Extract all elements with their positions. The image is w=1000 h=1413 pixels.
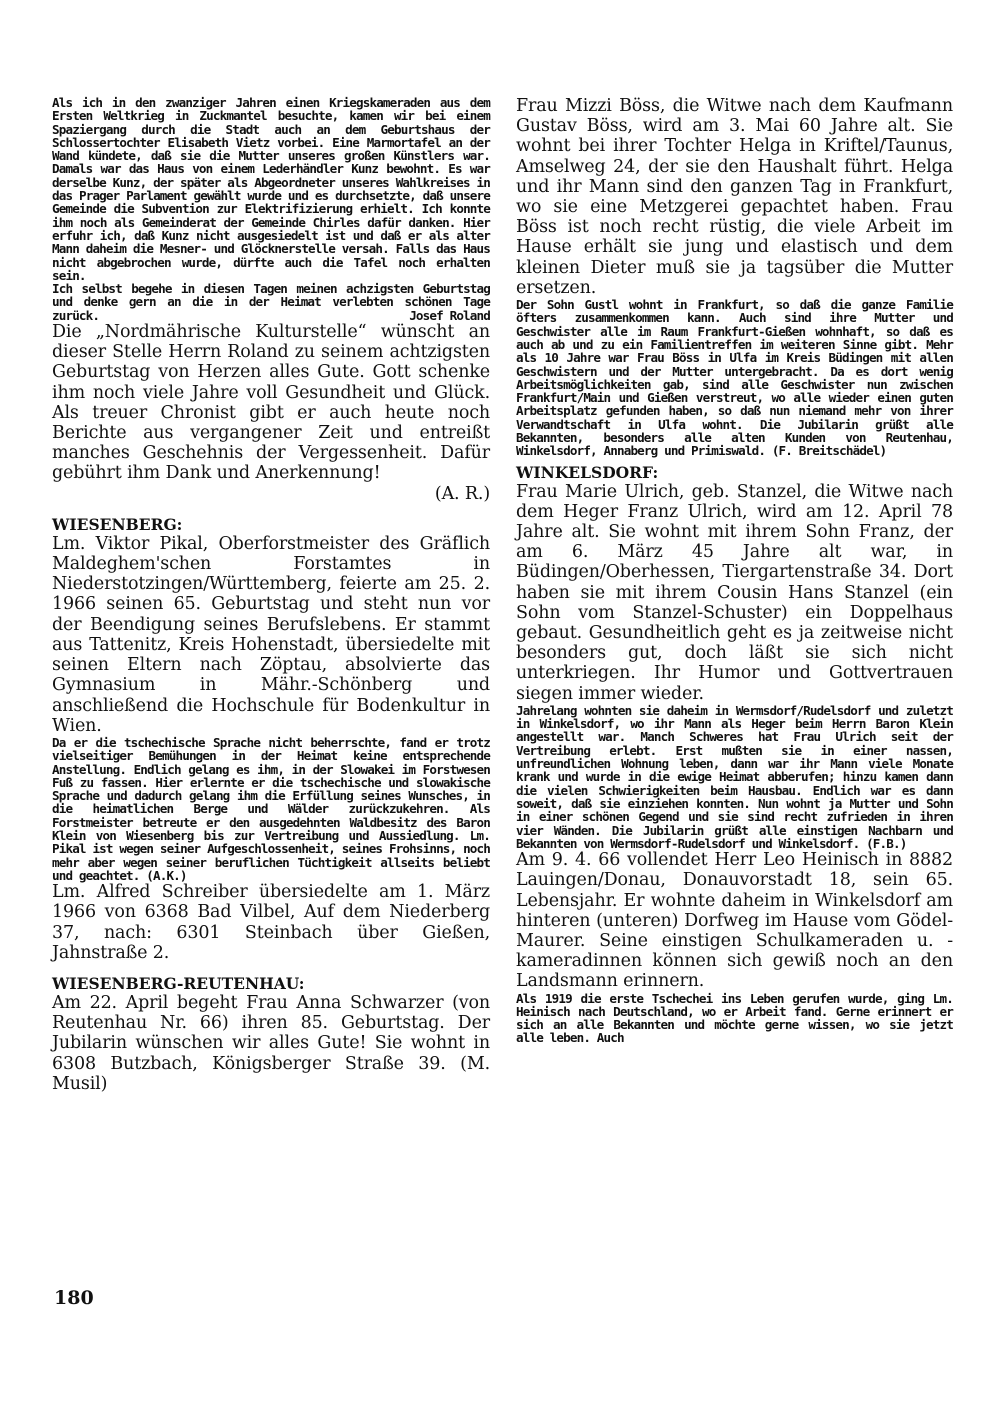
paragraph-ulrich: Frau Marie Ulrich, geb. Stanzel, die Witwe nach dem Heger Franz Ulrich, wird am 12. April 78 Jahre alt. Sie wohnt mit ihrem Sohn Franz, der am 6. März 45 Jahre alt war, in Büdingen/Oberhessen, Tiergartenstraße 34. Dort haben sie mit ihrem Cousin Hans Stanzel (ein Sohn vom Stanzel-Schuster) ein Doppelhaus gebaut. Gesundheitlich geht es ja zeitweise nicht besonders gut, doch läßt sie sich nicht unterkriegen. Ihr Humor und Gottvertrauen siegen immer wieder.	[516, 481, 953, 704]
paragraph-kulturstelle: Die „Nordmährische Kulturstelle“ wünscht an dieser Stelle Herrn Roland zu seinem achtzigsten Geburtstag von Herzen alles Gute. Gott schenke ihm noch viele Jahre voll Gesundheit und Glück. Als treuer Chronist gibt er auch heute noch Berichte aus vergangener Zeit und entreißt manches Geschehnis der Vergessenheit. Dafür gebührt ihm Dank und Anerkennung!	[52, 322, 490, 484]
paragraph-kriegskamerad: Als ich in den zwanziger Jahren einen Kriegskameraden aus dem Ersten Weltkrieg in Zuckmantel besuchte, kamen wir bei einem Spaziergang durch die Stadt auch an dem Geburtshaus der Schlossertochter Elisabeth Vietz vorbei. Eine Marmortafel an der Wand kündete, daß sie die Mutter unseres großen Künstlers war. Damals war das Haus von einem Lederhändler Kunz bewohnt. Es war derselbe Kunz, der später als Abgeordneter unseres Wahlkreises in das Prager Parlament gewählt wurde und es durchsetzte, daß unsere Gemeinde die Subvention zur Elektrifizierung erhielt. Ich konnte ihm noch als Gemeinderat der Gemeinde Chirles dafür danken. Hier erfuhr ich, daß Kunz nicht ausgesiedelt ist und daß er als alter Mann daheim die Mesner- und Glöcknerstelle versah. Falls das Haus nicht abgebrochen wurde, dürfte auch die Tafel noch erhalten sein.	[52, 95, 490, 283]
paragraph-geburtstag-roland	[52, 282, 490, 322]
right-column	[516, 96, 953, 1045]
paragraph-ulrich-detail: Jahrelang wohnten sie daheim in Wermsdorf/Rudelsdorf und zuletzt in Winkelsdorf, wo ihr Mann als Heger beim Herrn Baron Klein angestellt war. Manch Schweres hat Frau Ulrich seit der Vertreibung erlebt. Erst mußten sie in einer nassen, unfreundlichen Wohnung leben, dann war ihr Mann viele Monate krank und wurde in die ewige Heimat abberufen; hinzu kamen dann die vielen Schwierigkeiten beim Hausbau. Endlich war es dann soweit, daß sie einziehen konnten. Nun wohnt ja Mutter und Sohn in einer schönen Gegend und sie sind recht zufrieden in ihren vier Wänden. Die Jubilarin grüßt alle einstigen Nachbarn und Bekannten von Wermsdorf-Rudelsdorf und Winkelsdorf. (F.B.)	[516, 702, 953, 851]
page-number: 180	[54, 1287, 94, 1309]
paragraph-boess: Frau Mizzi Böss, die Witwe nach dem Kaufmann Gustav Böss, wird am 3. Mai 60 Jahre alt. Sie wohnt bei ihrer Tochter Helga in Kriftel/Taunus, Amselweg 24, der sie den Haushalt führt. Helga und ihr Mann sind den ganzen Tag in Frankfurt, wo sie eine Metzgerei gepachtet haben. Frau Böss ist noch recht rüstig, die viele Arbeit im Hause erhält sie jung und elastisch und dem kleinen Dieter muß sie ja tagsüber die Mutter ersetzen.	[516, 96, 953, 298]
paragraph-pikal: Lm. Viktor Pikal, Oberforstmeister des Gräflich Maldeghem'schen Forstamtes in Niederstotzingen/Württemberg, feierte am 25. 2. 1966 seinen 65. Geburtstag und steht nun vor der Beendigung seines Berufslebens. Er stammt aus Tattenitz, Kreis Hohenstadt, übersiedelte mit seinen Eltern nach Zöptau, absolvierte das Gymnasium in Mähr.-Schönberg und anschließend die Hochschule für Bodenkultur in Wien.	[52, 533, 490, 736]
heading-wiesenberg-reutenhau: WIESENBERG-REUTENHAU:	[52, 973, 305, 993]
signature-josef-roland: Josef Roland	[409, 307, 490, 323]
signature-ar: (A. R.)	[434, 483, 490, 504]
paragraph-heinisch: Am 9. 4. 66 vollendet Herr Leo Heinisch in 8882 Lauingen/Donau, Donauvorstadt 18, sein 65. Lebensjahr. Er wohnte daheim in Winkelsdorf am hinteren (unteren) Dorfweg im Hause vom Gödel-Maurer. Seine einstigen Schulkameraden u. -kameradinnen können sich gewiß noch an den Landsmann erinnern.	[516, 850, 953, 992]
paragraph-boess-detail: Der Sohn Gustl wohnt in Frankfurt, so daß die ganze Familie öfters zusammenkommen kann. Auch sind ihre Mutter und Geschwister alle im Raum Frankfurt-Gießen wohnhaft, so daß es auch ab und zu ein Familientreffen im weiteren Sinne gibt. Mehr als 10 Jahre war Frau Böss in Ulfa im Kreis Büdingen mit allen Geschwistern und der Mutter untergebracht. Da es dort wenig Arbeitsmöglichkeiten gab, sind alle Geschwister nun zwischen Frankfurt/Main und Gießen verstreut, wo alle wieder einen guten Arbeitsplatz gefunden haben, so daß nun niemand mehr von ihrer Verwandtschaft in Ulfa wohnt. Die Jubilarin grüßt alle Bekannten, besonders alle alten Kunden von Reutenhau, Winkelsdorf, Annaberg und Primiswald. (F. Breitschädel)	[516, 297, 953, 459]
paragraph-pikal-detail: Da er die tschechische Sprache nicht beherrschte, fand er trotz vielseitiger Bemühungen in der Heimat keine entsprechende Anstellung. Endlich gelang es ihm, in der Slowakei im Forstwesen Fuß zu fassen. Hier erlernte er die tschechische und slowakische Sprache und dadurch gelang ihm die Erfüllung seines Wunsches, in die heimatlichen Berge und Wälder zurückzukehren. Als Forstmeister betreute er den ausgedehnten Waldbesitz des Baron Klein von Wiesenberg bis zur Vertreibung und Aussiedlung. Lm. Pikal ist wegen seiner Aufgeschlossenheit, seines Frohsinns, noch mehr aber wegen seiner beruflichen Tüchtigkeit allseits beliebt und geachtet. (A.K.)	[52, 734, 490, 883]
paragraph-schwarzer: Am 22. April begeht Frau Anna Schwarzer (von Reutenhau Nr. 66) ihren 85. Geburtstag. Der Jubilarin wünschen wir alles Gute! Sie wohnt in 6308 Butzbach, Königsberger Straße 39. (M. Musil)	[52, 992, 490, 1094]
heading-wiesenberg: WIESENBERG:	[52, 514, 183, 534]
heading-winkelsdorf: WINKELSDORF:	[516, 462, 659, 482]
paragraph-text: Ich selbst begehe in diesen Tagen meinen achzigsten Geburtstag und denke gern an die in der Heimat verlebten schönen Tage zurück.	[52, 281, 490, 323]
left-column	[52, 96, 490, 1094]
paragraph-schreiber: Lm. Alfred Schreiber übersiedelte am 1. März 1966 von 6368 Bad Vilbel, Auf dem Niederberg 37, nach: 6301 Steinbach über Gießen, Jahnstraße 2.	[52, 882, 490, 963]
paragraph-heinisch-detail: Als 1919 die erste Tschechei ins Leben gerufen wurde, ging Lm. Heinisch nach Deutschland, wo er Arbeit fand. Gerne erinnert er sich an alle Bekannten und möchte gerne wissen, wo sie jetzt alle leben. Auch	[516, 990, 953, 1046]
